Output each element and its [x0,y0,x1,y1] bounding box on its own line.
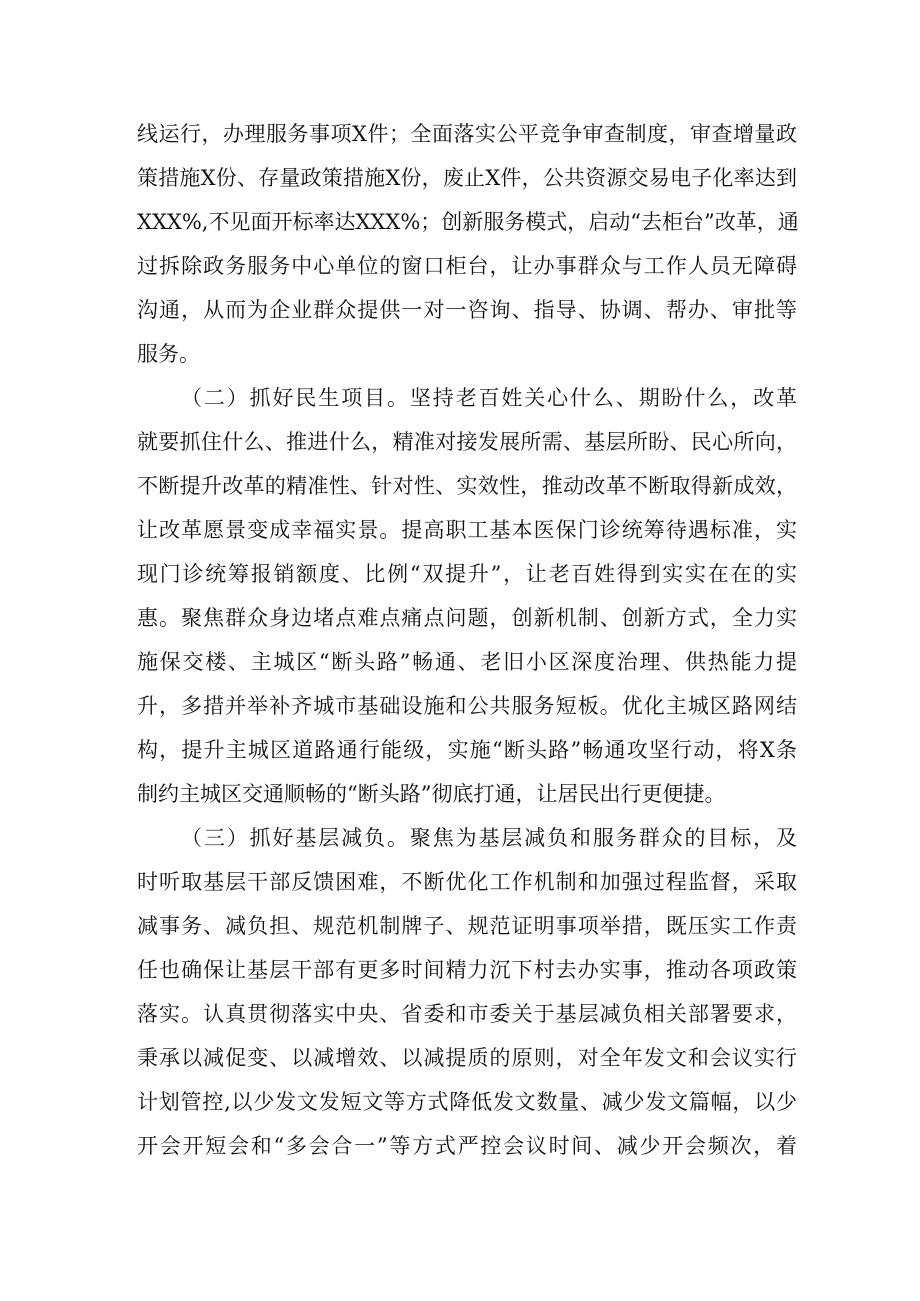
paragraph-line: 惠。聚焦群众身边堵点难点痛点问题，创新机制、创新方式，全力实 [137,606,797,630]
paragraph-line: 升，多措并举补齐城市基础设施和公共服务短板。优化主城区路网结 [137,694,797,718]
paragraph-line: XXX%,不见面开标率达XXX%；创新服务模式，启动“去柜台”改革，通 [137,210,799,234]
paragraph-line: 就要抓住什么、推进什么，精准对接发展所需、基层所盼、民心所向， [137,430,797,454]
section-heading-line: （二）抓好民生项目。坚持老百姓关心什么、期盼什么，改革 [181,386,797,410]
paragraph-line: 让改革愿景变成幸福实景。提高职工基本医保门诊统筹待遇标准，实 [137,518,797,542]
paragraph-line: 不断提升改革的精准性、针对性、实效性，推动改革不断取得新成效， [137,474,797,498]
paragraph-line: 现门诊统筹报销额度、比例“双提升”，让老百姓得到实实在在的实 [137,562,797,586]
paragraph-line: 过拆除政务服务中心单位的窗口柜台，让办事群众与工作人员无障碍 [137,254,797,278]
paragraph-line: 计划管控,以少发文发短文等方式降低发文数量、减少发文篇幅，以少 [137,1090,797,1114]
paragraph-line: 构，提升主城区道路通行能级，实施“断头路”畅通攻坚行动，将X条 [137,738,797,762]
paragraph-line: 施保交楼、主城区“断头路”畅通、老旧小区深度治理、供热能力提 [137,650,797,674]
paragraph-line: 时听取基层干部反馈困难，不断优化工作机制和加强过程监督，采取 [137,870,797,894]
paragraph-line: 策措施X份、存量政策措施X份，废止X件，公共资源交易电子化率达到 [137,166,797,190]
paragraph-line: 沟通，从而为企业群众提供一对一咨询、指导、协调、帮办、审批等 [137,298,797,322]
paragraph-line: 制约主城区交通顺畅的“断头路”彻底打通，让居民出行更便捷。 [137,782,726,806]
paragraph-line: 减事务、减负担、规范机制牌子、规范证明事项举措，既压实工作责 [137,914,797,938]
paragraph-line: 秉承以减促变、以减增效、以减提质的原则，对全年发文和会议实行 [137,1046,797,1070]
paragraph-line: 落实。认真贯彻落实中央、省委和市委关于基层减负相关部署要求， [137,1002,797,1026]
section-heading-line: （三）抓好基层减负。聚焦为基层减负和服务群众的目标，及 [181,826,797,850]
paragraph-line: 开会开短会和“多会合一”等方式严控会议时间、减少开会频次，着 [137,1134,797,1158]
paragraph-line: 线运行，办理服务事项X件；全面落实公平竞争审查制度，审查增量政 [137,122,797,146]
paragraph-line: 服务。 [137,342,200,366]
paragraph-line: 任也确保让基层干部有更多时间精力沉下村去办实事，推动各项政策 [137,958,797,982]
